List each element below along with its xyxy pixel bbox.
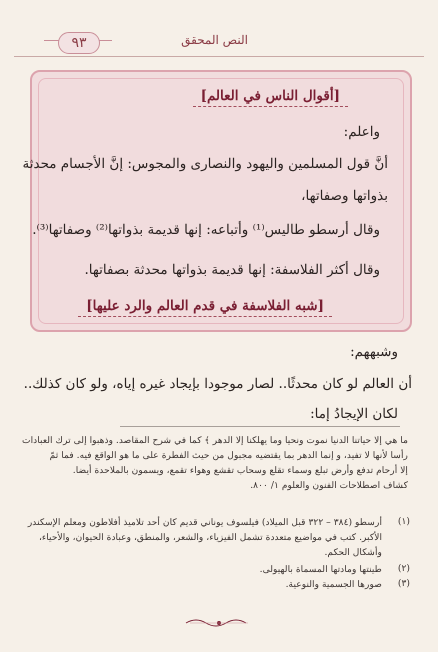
- text-line: لكان الإيجادُ إما:: [310, 406, 398, 422]
- page-header: [14, 30, 424, 57]
- footnote-marker: (٢): [397, 563, 410, 574]
- text-line: بذواتها وصفاتها،: [301, 188, 388, 204]
- text-line: واعلم:: [343, 124, 380, 140]
- footnote-line: إلا أرحام تدفع وأرض تبلع وسماء تقلع وسحاب تقشع وهواء تقمع، ويسمون بالملاحدة أيضا.: [72, 465, 408, 476]
- footnote-separator: [120, 426, 400, 427]
- text-line: أن العالم لو كان محدثًا.. لصار موجودا بإيجاد غيره إياه، ولو كان كذلك..: [23, 376, 412, 392]
- footnote-line: رأسا لأنها لا تفيد، و إنما الدهر بما يقتضيه مجبول من حيث الفطرة على ما هو الواقع فيه. فما ثمّ: [49, 450, 408, 461]
- footnote-line: كشاف اصطلاحات الفنون والعلوم ١/ ٨٠٠.: [250, 480, 408, 491]
- footnote-line: وأشكال الحكم.: [324, 547, 382, 558]
- text-line: وقال أكثر الفلاسفة: إنها قديمة بذواتها محدثة بصفاتها.: [84, 262, 380, 278]
- page-number: ٩٣: [58, 32, 100, 54]
- footnote-line: الأكبر. كتب في مواضيع متعددة تشمل الفيزياء، والشعر، والمنطق، وعبادة الحيوان، والأحياء،: [38, 532, 382, 543]
- footnote-line: طينتها ومادتها المسماة بالهيولى.: [259, 564, 382, 575]
- section-heading-opinions: [أقوال الناس في العالم]: [193, 86, 348, 107]
- highlighted-text-box: [22, 70, 412, 332]
- running-title: النص المحقق: [181, 33, 248, 47]
- footnote-line: ما هي إلا حياتنا الدنيا نموت ونحيا وما يهلكنا إلا الدهر ﴾ كما في شرح المقاصد. وذهبوا إلى ترك العبادات: [21, 435, 408, 446]
- text-line: وقال أرسطو طاليس⁽¹⁾ وأتباعه: إنها قديمة بذواتها⁽²⁾ وصفاتها⁽³⁾.: [32, 222, 380, 238]
- footnote-marker: (١): [397, 516, 410, 527]
- text-line: أنَّ قول المسلمين واليهود والنصارى والمجوس: إنَّ الأجسام محدثة: [22, 156, 388, 172]
- footnote-line: أرسطو (٣٨٤ – ٣٢٢ قبل الميلاد) فيلسوف يوناني قديم كان أحد تلاميذ أفلاطون ومعلم الإسكندر: [27, 517, 382, 528]
- text-line: وشبههم:: [350, 344, 398, 360]
- ornament-icon: [184, 618, 254, 628]
- footnote-line: صورها الجسمية والنوعية.: [285, 579, 382, 590]
- section-heading-philosophers: [شبه الفلاسفة في قدم العالم والرد عليها]: [78, 296, 332, 317]
- footnote-marker: (٣): [397, 578, 410, 589]
